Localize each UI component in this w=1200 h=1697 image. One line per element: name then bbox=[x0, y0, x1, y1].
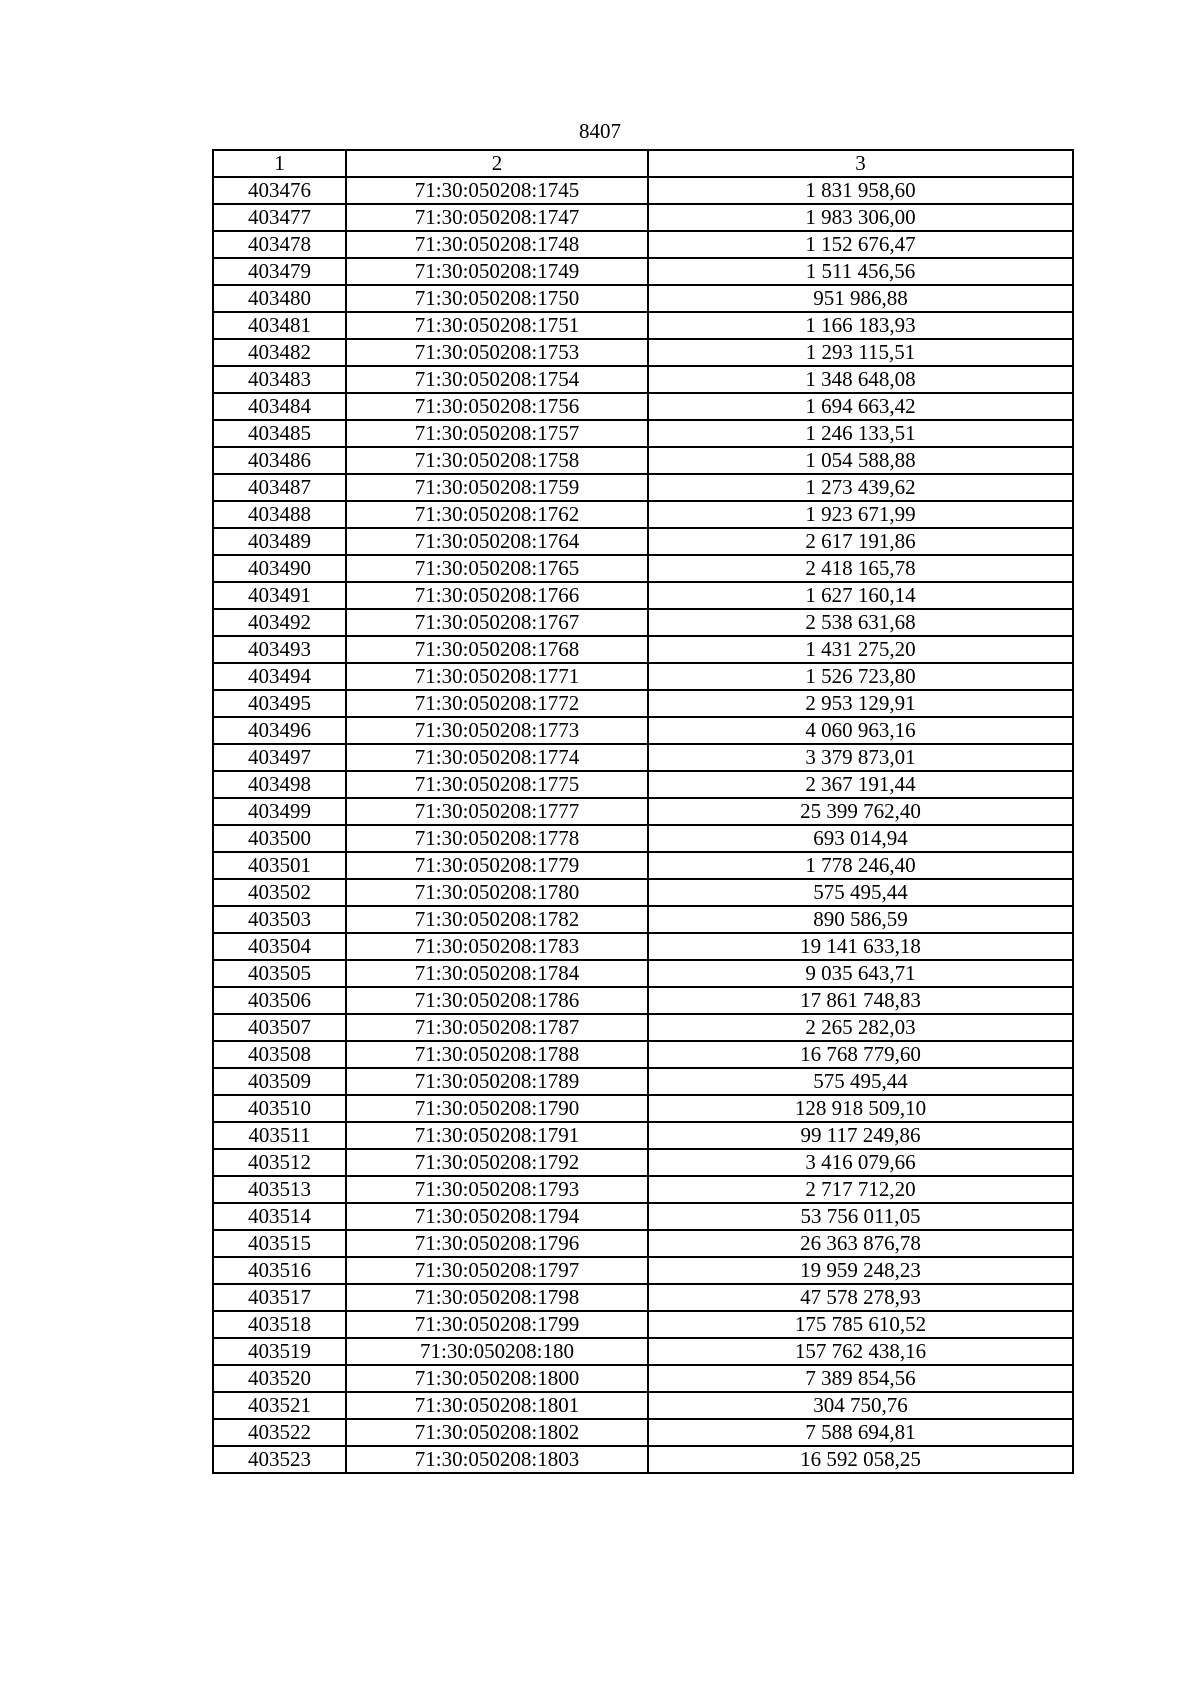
table-row bbox=[213, 339, 1073, 366]
cadastral-value-cell: 1 831 958,60 bbox=[648, 177, 1073, 204]
cadastral-value-cell: 2 418 165,78 bbox=[648, 555, 1073, 582]
row-number-cell: 403494 bbox=[213, 663, 346, 690]
cadastral-number-cell: 71:30:050208:1768 bbox=[346, 636, 648, 663]
row-number-cell: 403476 bbox=[213, 177, 346, 204]
cadastral-number-cell: 71:30:050208:1748 bbox=[346, 231, 648, 258]
cadastral-value-cell: 25 399 762,40 bbox=[648, 798, 1073, 825]
table-row bbox=[213, 636, 1073, 663]
row-number-cell: 403479 bbox=[213, 258, 346, 285]
cadastral-value-cell: 1 778 246,40 bbox=[648, 852, 1073, 879]
table-row bbox=[213, 987, 1073, 1014]
cadastral-number-cell: 71:30:050208:1782 bbox=[346, 906, 648, 933]
table-row bbox=[213, 501, 1073, 528]
row-number-cell: 403493 bbox=[213, 636, 346, 663]
cadastral-value-cell: 575 495,44 bbox=[648, 1068, 1073, 1095]
row-number-cell: 403480 bbox=[213, 285, 346, 312]
table-row bbox=[213, 474, 1073, 501]
cadastral-number-cell: 71:30:050208:1787 bbox=[346, 1014, 648, 1041]
cadastral-number-cell: 71:30:050208:1778 bbox=[346, 825, 648, 852]
row-number-cell: 403489 bbox=[213, 528, 346, 555]
cadastral-value-cell: 1 983 306,00 bbox=[648, 204, 1073, 231]
row-number-cell: 403502 bbox=[213, 879, 346, 906]
table-row bbox=[213, 177, 1073, 204]
table-row bbox=[213, 1095, 1073, 1122]
table-row bbox=[213, 1257, 1073, 1284]
cadastral-value-cell: 304 750,76 bbox=[648, 1392, 1073, 1419]
cadastral-value-cell: 157 762 438,16 bbox=[648, 1338, 1073, 1365]
cadastral-value-cell: 2 953 129,91 bbox=[648, 690, 1073, 717]
table-row bbox=[213, 555, 1073, 582]
cadastral-value-cell: 2 617 191,86 bbox=[648, 528, 1073, 555]
row-number-cell: 403477 bbox=[213, 204, 346, 231]
cadastral-number-cell: 71:30:050208:1774 bbox=[346, 744, 648, 771]
row-number-cell: 403510 bbox=[213, 1095, 346, 1122]
cadastral-number-cell: 71:30:050208:1757 bbox=[346, 420, 648, 447]
row-number-cell: 403520 bbox=[213, 1365, 346, 1392]
column-header-2: 2 bbox=[346, 150, 648, 177]
cadastral-number-cell: 71:30:050208:1789 bbox=[346, 1068, 648, 1095]
cadastral-number-cell: 71:30:050208:1753 bbox=[346, 339, 648, 366]
page-number: 8407 bbox=[579, 119, 621, 143]
table-row bbox=[213, 825, 1073, 852]
table-row bbox=[213, 1122, 1073, 1149]
row-number-cell: 403507 bbox=[213, 1014, 346, 1041]
cadastral-number-cell: 71:30:050208:1801 bbox=[346, 1392, 648, 1419]
cadastral-value-cell: 3 379 873,01 bbox=[648, 744, 1073, 771]
cadastral-number-cell: 71:30:050208:1758 bbox=[346, 447, 648, 474]
table-row bbox=[213, 1284, 1073, 1311]
row-number-cell: 403503 bbox=[213, 906, 346, 933]
table-row bbox=[213, 393, 1073, 420]
cadastral-number-cell: 71:30:050208:1750 bbox=[346, 285, 648, 312]
cadastral-number-cell: 71:30:050208:1803 bbox=[346, 1446, 648, 1473]
cadastral-number-cell: 71:30:050208:1783 bbox=[346, 933, 648, 960]
cadastral-value-cell: 175 785 610,52 bbox=[648, 1311, 1073, 1338]
cadastral-value-cell: 16 768 779,60 bbox=[648, 1041, 1073, 1068]
cadastral-value-cell: 4 060 963,16 bbox=[648, 717, 1073, 744]
row-number-cell: 403523 bbox=[213, 1446, 346, 1473]
table-row bbox=[213, 933, 1073, 960]
table-row bbox=[213, 744, 1073, 771]
table-row bbox=[213, 447, 1073, 474]
table-row bbox=[213, 1149, 1073, 1176]
column-header-1: 1 bbox=[213, 150, 346, 177]
cadastral-number-cell: 71:30:050208:1793 bbox=[346, 1176, 648, 1203]
row-number-cell: 403496 bbox=[213, 717, 346, 744]
row-number-cell: 403522 bbox=[213, 1419, 346, 1446]
cadastral-number-cell: 71:30:050208:1762 bbox=[346, 501, 648, 528]
table-row bbox=[213, 690, 1073, 717]
table-row bbox=[213, 1446, 1073, 1473]
cadastral-number-cell: 71:30:050208:1754 bbox=[346, 366, 648, 393]
cadastral-number-cell: 71:30:050208:1764 bbox=[346, 528, 648, 555]
row-number-cell: 403485 bbox=[213, 420, 346, 447]
row-number-cell: 403481 bbox=[213, 312, 346, 339]
row-number-cell: 403500 bbox=[213, 825, 346, 852]
table-row bbox=[213, 1041, 1073, 1068]
cadastral-number-cell: 71:30:050208:1794 bbox=[346, 1203, 648, 1230]
row-number-cell: 403488 bbox=[213, 501, 346, 528]
cadastral-number-cell: 71:30:050208:1745 bbox=[346, 177, 648, 204]
row-number-cell: 403511 bbox=[213, 1122, 346, 1149]
cadastral-value-cell: 9 035 643,71 bbox=[648, 960, 1073, 987]
cadastral-number-cell: 71:30:050208:1772 bbox=[346, 690, 648, 717]
row-number-cell: 403512 bbox=[213, 1149, 346, 1176]
cadastral-value-cell: 7 389 854,56 bbox=[648, 1365, 1073, 1392]
row-number-cell: 403495 bbox=[213, 690, 346, 717]
row-number-cell: 403505 bbox=[213, 960, 346, 987]
cadastral-value-cell: 1 348 648,08 bbox=[648, 366, 1073, 393]
table-row bbox=[213, 231, 1073, 258]
table-row bbox=[213, 906, 1073, 933]
cadastral-number-cell: 71:30:050208:1792 bbox=[346, 1149, 648, 1176]
cadastral-number-cell: 71:30:050208:1779 bbox=[346, 852, 648, 879]
cadastral-value-cell: 2 367 191,44 bbox=[648, 771, 1073, 798]
row-number-cell: 403491 bbox=[213, 582, 346, 609]
table-row bbox=[213, 798, 1073, 825]
cadastral-number-cell: 71:30:050208:1790 bbox=[346, 1095, 648, 1122]
table-row bbox=[213, 420, 1073, 447]
cadastral-value-cell: 1 923 671,99 bbox=[648, 501, 1073, 528]
cadastral-number-cell: 71:30:050208:1802 bbox=[346, 1419, 648, 1446]
table-row bbox=[213, 582, 1073, 609]
cadastral-value-cell: 19 959 248,23 bbox=[648, 1257, 1073, 1284]
table-header bbox=[213, 150, 1073, 177]
row-number-cell: 403490 bbox=[213, 555, 346, 582]
cadastral-value-cell: 1 273 439,62 bbox=[648, 474, 1073, 501]
cadastral-value-cell: 1 246 133,51 bbox=[648, 420, 1073, 447]
cadastral-number-cell: 71:30:050208:1766 bbox=[346, 582, 648, 609]
cadastral-number-cell: 71:30:050208:1751 bbox=[346, 312, 648, 339]
cadastral-number-cell: 71:30:050208:1780 bbox=[346, 879, 648, 906]
row-number-cell: 403516 bbox=[213, 1257, 346, 1284]
cadastral-value-cell: 575 495,44 bbox=[648, 879, 1073, 906]
column-header-3: 3 bbox=[648, 150, 1073, 177]
cadastral-value-cell: 1 293 115,51 bbox=[648, 339, 1073, 366]
row-number-cell: 403504 bbox=[213, 933, 346, 960]
cadastral-value-cell: 2 538 631,68 bbox=[648, 609, 1073, 636]
table-row bbox=[213, 1176, 1073, 1203]
table-row bbox=[213, 663, 1073, 690]
table-row bbox=[213, 960, 1073, 987]
table-row bbox=[213, 1419, 1073, 1446]
table-row bbox=[213, 852, 1073, 879]
row-number-cell: 403517 bbox=[213, 1284, 346, 1311]
cadastral-number-cell: 71:30:050208:1765 bbox=[346, 555, 648, 582]
cadastral-value-cell: 1 166 183,93 bbox=[648, 312, 1073, 339]
cadastral-value-cell: 1 511 456,56 bbox=[648, 258, 1073, 285]
cadastral-number-cell: 71:30:050208:1791 bbox=[346, 1122, 648, 1149]
cadastral-number-cell: 71:30:050208:1777 bbox=[346, 798, 648, 825]
cadastral-value-cell: 1 431 275,20 bbox=[648, 636, 1073, 663]
row-number-cell: 403483 bbox=[213, 366, 346, 393]
row-number-cell: 403506 bbox=[213, 987, 346, 1014]
cadastral-value-cell: 1 694 663,42 bbox=[648, 393, 1073, 420]
cadastral-value-cell: 2 265 282,03 bbox=[648, 1014, 1073, 1041]
table-row bbox=[213, 609, 1073, 636]
table-body bbox=[213, 177, 1073, 1473]
cadastral-number-cell: 71:30:050208:1800 bbox=[346, 1365, 648, 1392]
cadastral-number-cell: 71:30:050208:1773 bbox=[346, 717, 648, 744]
cadastral-number-cell: 71:30:050208:1775 bbox=[346, 771, 648, 798]
cadastral-value-cell: 47 578 278,93 bbox=[648, 1284, 1073, 1311]
table-row bbox=[213, 879, 1073, 906]
cadastral-value-cell: 3 416 079,66 bbox=[648, 1149, 1073, 1176]
table-row bbox=[213, 204, 1073, 231]
row-number-cell: 403484 bbox=[213, 393, 346, 420]
table-row bbox=[213, 366, 1073, 393]
cadastral-number-cell: 71:30:050208:1747 bbox=[346, 204, 648, 231]
cadastral-number-cell: 71:30:050208:1771 bbox=[346, 663, 648, 690]
cadastral-number-cell: 71:30:050208:1784 bbox=[346, 960, 648, 987]
table-row bbox=[213, 285, 1073, 312]
table-row bbox=[213, 1365, 1073, 1392]
cadastral-value-cell: 19 141 633,18 bbox=[648, 933, 1073, 960]
cadastral-number-cell: 71:30:050208:1759 bbox=[346, 474, 648, 501]
row-number-cell: 403515 bbox=[213, 1230, 346, 1257]
table-row bbox=[213, 528, 1073, 555]
cadastral-value-cell: 1 152 676,47 bbox=[648, 231, 1073, 258]
cadastral-number-cell: 71:30:050208:1756 bbox=[346, 393, 648, 420]
table-row bbox=[213, 771, 1073, 798]
row-number-cell: 403509 bbox=[213, 1068, 346, 1095]
cadastral-number-cell: 71:30:050208:1767 bbox=[346, 609, 648, 636]
row-number-cell: 403514 bbox=[213, 1203, 346, 1230]
row-number-cell: 403498 bbox=[213, 771, 346, 798]
cadastral-value-cell: 16 592 058,25 bbox=[648, 1446, 1073, 1473]
cadastral-number-cell: 71:30:050208:1749 bbox=[346, 258, 648, 285]
row-number-cell: 403508 bbox=[213, 1041, 346, 1068]
cadastral-value-cell: 128 918 509,10 bbox=[648, 1095, 1073, 1122]
cadastral-value-table bbox=[212, 149, 1074, 1474]
cadastral-number-cell: 71:30:050208:180 bbox=[346, 1338, 648, 1365]
cadastral-value-cell: 7 588 694,81 bbox=[648, 1419, 1073, 1446]
cadastral-value-cell: 1 526 723,80 bbox=[648, 663, 1073, 690]
table-row bbox=[213, 1014, 1073, 1041]
table-row bbox=[213, 312, 1073, 339]
row-number-cell: 403492 bbox=[213, 609, 346, 636]
cadastral-value-cell: 951 986,88 bbox=[648, 285, 1073, 312]
table-header-row bbox=[213, 150, 1073, 177]
cadastral-value-cell: 1 054 588,88 bbox=[648, 447, 1073, 474]
table-row bbox=[213, 1311, 1073, 1338]
cadastral-value-cell: 99 117 249,86 bbox=[648, 1122, 1073, 1149]
cadastral-number-cell: 71:30:050208:1799 bbox=[346, 1311, 648, 1338]
cadastral-value-cell: 53 756 011,05 bbox=[648, 1203, 1073, 1230]
cadastral-value-cell: 693 014,94 bbox=[648, 825, 1073, 852]
cadastral-number-cell: 71:30:050208:1798 bbox=[346, 1284, 648, 1311]
cadastral-value-cell: 1 627 160,14 bbox=[648, 582, 1073, 609]
cadastral-value-cell: 890 586,59 bbox=[648, 906, 1073, 933]
table-row bbox=[213, 1203, 1073, 1230]
row-number-cell: 403519 bbox=[213, 1338, 346, 1365]
table-row bbox=[213, 258, 1073, 285]
row-number-cell: 403482 bbox=[213, 339, 346, 366]
row-number-cell: 403497 bbox=[213, 744, 346, 771]
cadastral-value-cell: 2 717 712,20 bbox=[648, 1176, 1073, 1203]
row-number-cell: 403521 bbox=[213, 1392, 346, 1419]
row-number-cell: 403486 bbox=[213, 447, 346, 474]
cadastral-number-cell: 71:30:050208:1788 bbox=[346, 1041, 648, 1068]
table-row bbox=[213, 1230, 1073, 1257]
row-number-cell: 403478 bbox=[213, 231, 346, 258]
cadastral-number-cell: 71:30:050208:1797 bbox=[346, 1257, 648, 1284]
table-row bbox=[213, 1338, 1073, 1365]
cadastral-number-cell: 71:30:050208:1796 bbox=[346, 1230, 648, 1257]
row-number-cell: 403501 bbox=[213, 852, 346, 879]
cadastral-value-cell: 26 363 876,78 bbox=[648, 1230, 1073, 1257]
row-number-cell: 403499 bbox=[213, 798, 346, 825]
row-number-cell: 403513 bbox=[213, 1176, 346, 1203]
cadastral-value-cell: 17 861 748,83 bbox=[648, 987, 1073, 1014]
row-number-cell: 403487 bbox=[213, 474, 346, 501]
table-row bbox=[213, 1068, 1073, 1095]
table-row bbox=[213, 717, 1073, 744]
cadastral-number-cell: 71:30:050208:1786 bbox=[346, 987, 648, 1014]
table-row bbox=[213, 1392, 1073, 1419]
row-number-cell: 403518 bbox=[213, 1311, 346, 1338]
